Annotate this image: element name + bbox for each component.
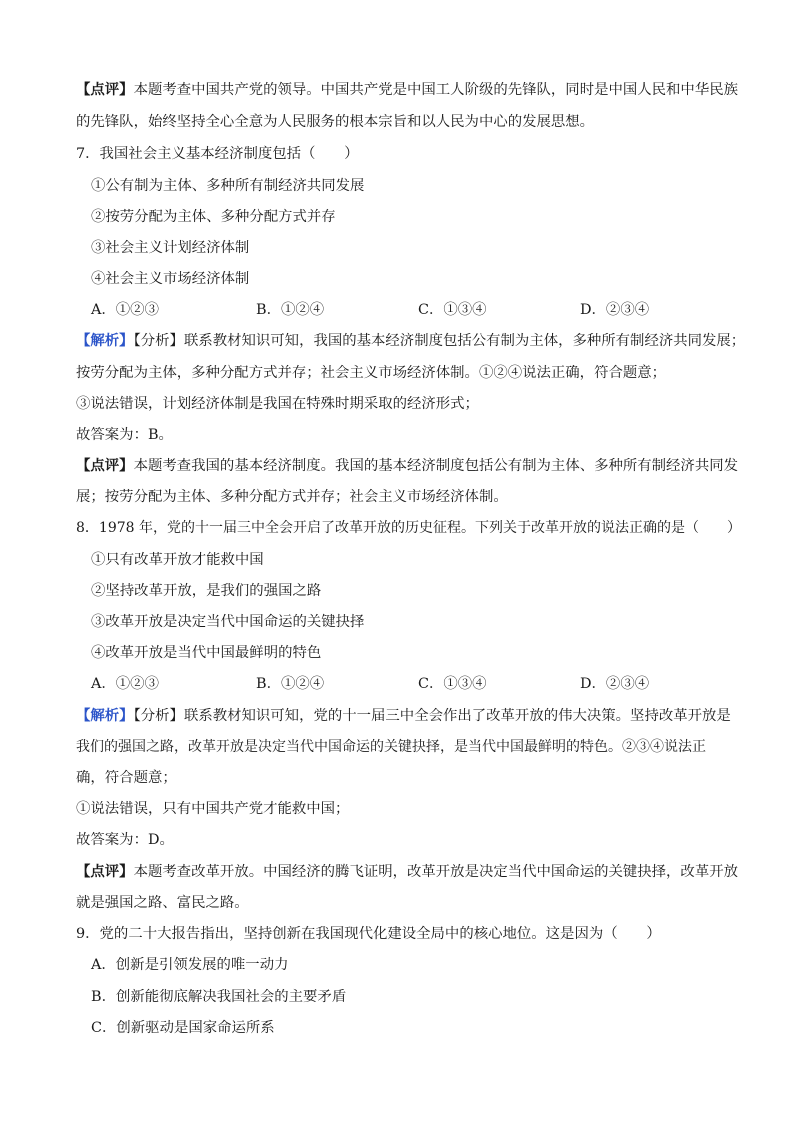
- q9-option-b: B．创新能彻底解决我国社会的主要矛盾: [91, 989, 347, 1005]
- q8-option-a: A．①②③: [91, 676, 159, 692]
- q7-answer: 故答案为：B。: [76, 427, 173, 443]
- q7-item-2: ②按劳分配为主体、多种分配方式并存: [91, 209, 336, 225]
- q8-item-2: ②坚持改革开放，是我们的强国之路: [91, 583, 322, 599]
- q8-comment-line-2: 就是强国之路、富民之路。: [76, 895, 249, 911]
- q7-item-1: ①公有制为主体、多种所有制经济共同发展: [91, 178, 365, 194]
- q8-item-4: ④改革开放是当代中国最鲜明的特色: [91, 645, 322, 661]
- q9-stem: 9．党的二十大报告指出，坚持创新在我国现代化建设全局中的核心地位。这是因为（ ）: [76, 926, 661, 942]
- q8-comment-line-1: 【点评】本题考查改革开放。中国经济的腾飞证明，改革开放是决定当代中国命运的关键抉择，改革开放: [76, 863, 738, 880]
- q7-comment-line-1: 【点评】本题考查我国的基本经济制度。我国的基本经济制度包括公有制为主体、多种所有制经济共同发: [76, 457, 738, 474]
- analysis-tag: 【解析】: [76, 332, 134, 349]
- q8-analysis-line-3: 确，符合题意；: [76, 770, 177, 786]
- comment-tag: 【点评】: [76, 81, 134, 98]
- q8-analysis-line-1: 【解析】【分析】联系教材知识可知，党的十一届三中全会作出了改革开放的伟大决策。坚持改革开放是: [76, 707, 731, 724]
- q9-option-a: A．创新是引领发展的唯一动力: [91, 957, 289, 973]
- q8-option-d: D．②③④: [580, 676, 650, 692]
- q7-item-3: ③社会主义计划经济体制: [91, 240, 250, 256]
- q8-answer: 故答案为：D。: [76, 832, 174, 848]
- q8-analysis-line-4: ①说法错误，只有中国共产党才能救中国；: [76, 801, 350, 817]
- q7-option-a: A．①②③: [91, 302, 159, 318]
- q7-analysis-line-3: ③说法错误，计划经济体制是我国在特殊时期采取的经济形式；: [76, 396, 479, 412]
- q8-item-3: ③改革开放是决定当代中国命运的关键抉择: [91, 614, 365, 630]
- q7-option-d: D．②③④: [580, 302, 650, 318]
- q8-option-c: C．①③④: [418, 676, 487, 692]
- q7-stem: 7．我国社会主义基本经济制度包括（ ）: [76, 146, 359, 162]
- q8-item-1: ①只有改革开放才能救中国: [91, 552, 264, 568]
- comment-prev-line-1: 【点评】本题考查中国共产党的领导。中国共产党是中国工人阶级的先锋队，同时是中国人民和中华民族: [76, 81, 738, 98]
- q8-option-b: B．①②④: [256, 676, 325, 692]
- q7-analysis-line-2: 按劳分配为主体，多种分配方式并存；社会主义市场经济体制。①②④说法正确，符合题意；: [76, 365, 667, 381]
- q7-option-b: B．①②④: [256, 302, 325, 318]
- q7-analysis-line-1: 【解析】【分析】联系教材知识可知，我国的基本经济制度包括公有制为主体，多种所有制经济共同发展；: [76, 332, 746, 349]
- analysis-tag: 【解析】: [76, 707, 134, 724]
- comment-tag: 【点评】: [76, 863, 134, 880]
- q8-stem: 8．1978 年，党的十一届三中全会开启了改革开放的历史征程。下列关于改革开放的说法正确的是（ ）: [76, 520, 741, 536]
- comment-prev-line-2: 的先锋队，始终坚持全心全意为人民服务的根本宗旨和以人民为中心的发展思想。: [76, 114, 595, 130]
- q7-item-4: ④社会主义市场经济体制: [91, 271, 250, 287]
- q7-comment-line-2: 展；按劳分配为主体、多种分配方式并存；社会主义市场经济体制。: [76, 489, 508, 505]
- q7-option-c: C．①③④: [418, 302, 487, 318]
- comment-tag: 【点评】: [76, 457, 134, 474]
- q9-option-c: C．创新驱动是国家命运所系: [91, 1020, 275, 1036]
- q8-analysis-line-2: 我们的强国之路，改革开放是决定当代中国命运的关键抉择，是当代中国最鲜明的特色。②③④说法正: [76, 739, 706, 755]
